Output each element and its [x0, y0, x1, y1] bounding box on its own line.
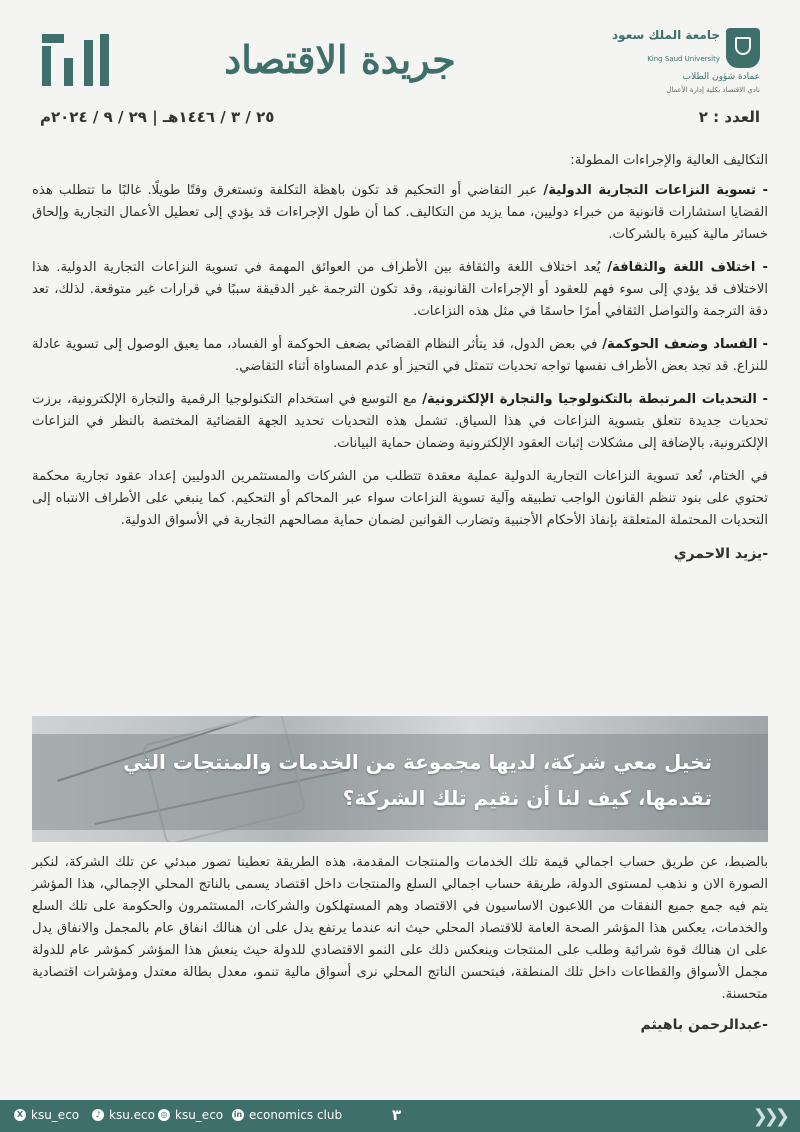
social-x[interactable] — [14, 1108, 79, 1122]
paragraph-body: يُعد اختلاف اللغة والثقافة بين الأطراف من العوائق المهمة في تسوية النزاعات التجارية الدولية. هذا الاختلاف قد يؤدي إلى سوء فهم للعقود أو الإجراءات القانونية، وقد تكون الترجمة غير الدقيقة سببًا في قرارات غير متوقعة. لذلك، تعد دقة الترجمة والتواصل الثقافي أمرًا حاسمًا في مثل هذه النزاعات. — [32, 260, 768, 319]
gdp-banner-image — [32, 716, 768, 842]
page-number: ٣ — [392, 1106, 402, 1124]
club-name: نادي الاقتصاد بكلية إدارة الأعمال — [666, 86, 760, 94]
deanship-name: عمادة شؤون الطلاب — [682, 72, 760, 82]
social-tiktok[interactable] — [92, 1108, 155, 1122]
newspaper-logo-icon — [40, 32, 112, 88]
paragraph-title: - تسوية النزاعات التجارية الدولية/ — [543, 183, 768, 198]
page-footer — [0, 1100, 800, 1132]
university-seal-icon — [726, 28, 760, 68]
paragraph-body: عبر التقاضي أو التحكيم قد تكون باهظة التكلفة وتستغرق وقتًا طويلًا. غالبًا ما تتطلب هذه القضايا استشارات قانونية من خبراء دوليين، مما يزيد من التكاليف. كما أن طول الإجراءات قد يؤدي إلى تعطيل الأعمال التجارية وإلحاق خسائر مالية كبيرة بالشركات. — [32, 183, 768, 242]
university-logo — [612, 24, 760, 98]
paragraph-costs — [32, 180, 768, 246]
university-name-ar: جامعة الملك سعود — [612, 28, 720, 42]
social-handle: ksu_eco — [175, 1108, 224, 1122]
issue-dates: ٢٥ / ٣ / ١٤٤٦هـ | ٢٩ / ٩ / ٢٠٢٤م — [40, 108, 275, 126]
issue-meta — [40, 108, 760, 132]
paragraph-language — [32, 257, 768, 323]
article-author: -عبدالرحمن باهيثم — [640, 1017, 768, 1033]
article-author: -يزيد الاحمري — [673, 546, 768, 562]
x-icon: X — [14, 1109, 26, 1121]
paragraph-title: - التحديات المرتبطة بالتكنولوجيا والتجارة الإلكترونية/ — [422, 392, 768, 407]
paragraph-body: في بعض الدول، قد يتأثر النظام القضائي بضعف الحوكمة أو الفساد، مما يعيق الوصول إلى تسوية عادلة للنزاع. قد تجد بعض الأطراف نفسها تواجه تحديات تتمثل في التحيز أو عدم المساواة أثناء التقاضي. — [32, 337, 768, 374]
social-instagram[interactable] — [158, 1108, 223, 1122]
social-handle: economics club — [249, 1108, 343, 1122]
newspaper-title: جريدة الاقتصاد — [224, 37, 456, 82]
chevrons-icon: ❯❯❯ — [752, 1106, 786, 1127]
social-linkedin[interactable] — [232, 1108, 342, 1122]
paragraph-gdp: بالضبط، عن طريق حساب اجمالي قيمة تلك الخدمات والمنتجات المقدمة، هذه الطريقة تعطينا تصور مبدئي عن تلك الشركة، لنكبر الصورة الان و نذهب لمستوى الدولة، طريقة حساب اجمالي السلع والمنتجات داخل اقتصاد يسمى بالناتج المحلي الإجمالي، هذا المؤشر يتم فيه جمع جميع النفقات من اللاعبون الاساسيون في الاقتصاد وهم المستهلكون والشركات، المستثمرون والحكومة على تلك السلع والخدمات، يعكس هذا المؤشر الصحة العامة للاقتصاد المحلي حيث انه عندما يرتفع يدل على ان هنالك انفاق عام بالمجمل والانفاق يدل على ان هنالك قوة شرائية وطلب على المنتجات وينعكس ذلك على النمو الاقتصادي للدولة حيث ينعش هذا المؤشر كمؤشر عام للدولة مجمل الأسواق والقطاعات داخل تلك المنطقة، فبتحسن الناتج المحلي نرى أسواق مالية تنمو، معدل بطالة معتدل ومؤشرات اقتصادية متحسنة. — [32, 855, 768, 1002]
article-gdp — [32, 852, 768, 1044]
page-header — [0, 20, 800, 100]
tiktok-icon: ♪ — [92, 1109, 104, 1121]
article-lead: التكاليف العالية والإجراءات المطولة: — [570, 153, 768, 168]
social-handle: ksu_eco — [31, 1108, 80, 1122]
banner-heading — [72, 744, 712, 816]
paragraph-title: - الفساد وضعف الحوكمة/ — [602, 337, 768, 352]
social-handle: ksu.eco — [109, 1108, 155, 1122]
university-name-en: King Saud University — [647, 55, 720, 63]
paragraph-technology — [32, 389, 768, 455]
banner-line: تخيل معي شركة، لديها مجموعة من الخدمات والمنتجات التي — [123, 750, 712, 774]
instagram-icon: ◎ — [158, 1109, 170, 1121]
banner-line: تقدمها، كيف لنا أن نقيم تلك الشركة؟ — [342, 786, 712, 810]
paragraph-body: مع التوسع في استخدام التكنولوجيا الرقمية والتجارة الإلكترونية، برزت تحديات جديدة تتعلق بتسوية النزاعات في هذا السياق. تشمل هذه التحديات تحديد الجهة القضائية المختصة بالنظر في النزاعات الإلكترونية، بالإضافة إلى مشكلات إثبات العقود الإلكترونية وضمان حماية البيانات. — [32, 392, 768, 451]
article-dispute-resolution — [32, 150, 768, 576]
paragraph-conclusion: في الختام، تُعد تسوية النزاعات التجارية الدولية عملية معقدة تتطلب من الشركات والمستثمرين الدوليين إعداد عقود تجارية محكمة تحتوي على بنود تنظم القانون الواجب تطبيقه وآلية تسوية النزاعات سواء عبر المحاكم أو التحكيم. كما ينبغي على الأطراف الانتباه إلى التحديات المحتملة المتعلقة بإنفاذ الأحكام الأجنبية وتضارب القوانين لضمان حماية مصالحهم التجارية في الأسواق الدولية. — [32, 469, 768, 528]
paragraph-title: - اختلاف اللغة والثقافة/ — [607, 260, 768, 275]
paragraph-corruption — [32, 334, 768, 378]
issue-number: العدد : ٢ — [698, 108, 760, 126]
linkedin-icon: in — [233, 1110, 243, 1119]
